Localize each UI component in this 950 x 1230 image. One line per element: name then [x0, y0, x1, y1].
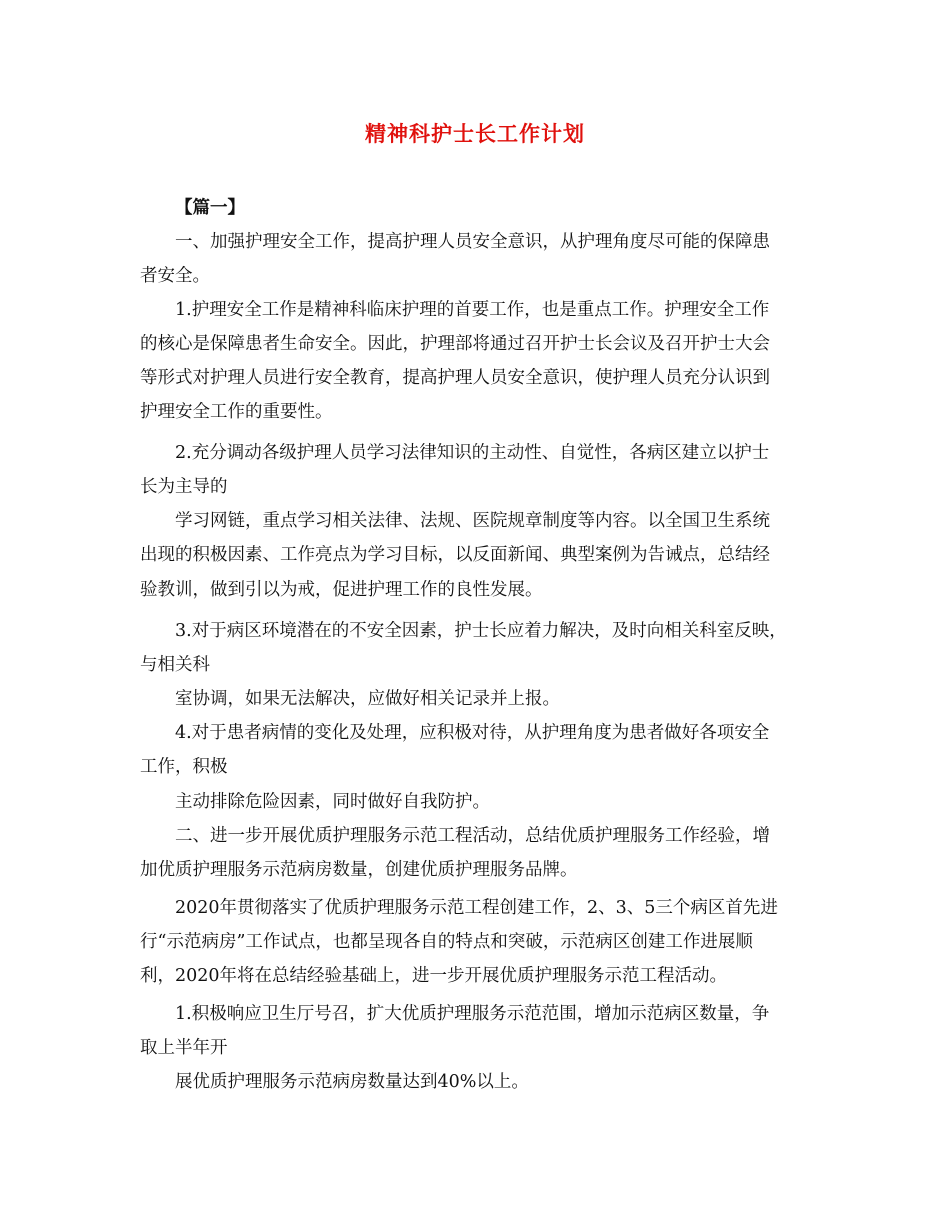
- paragraph-line: 验教训，做到引以为戒，促进护理工作的良性发展。: [140, 580, 543, 600]
- paragraph-line: 工作，积极: [140, 757, 228, 777]
- document-title: 精神科护士长工作计划: [365, 122, 585, 146]
- paragraph-line: 学习网链，重点学习相关法律、法规、医院规章制度等内容。以全国卫生系统: [175, 511, 770, 531]
- paragraph-line: 室协调，如果无法解决，应做好相关记录并上报。: [175, 689, 560, 709]
- paragraph-line: 3.对于病区环境潜在的不安全因素，护士长应着力解决，及时向相关科室反映，: [175, 621, 787, 641]
- paragraph-line: 2.充分调动各级护理人员学习法律知识的主动性、自觉性，各病区建立以护士: [175, 443, 770, 463]
- paragraph-line: 4.对于患者病情的变化及处理，应积极对待，从护理角度为患者做好各项安全: [175, 723, 770, 743]
- paragraph-line: 展优质护理服务示范病房数量达到40%以上。: [175, 1072, 529, 1092]
- paragraph-line: 1.积极响应卫生厅号召，扩大优质护理服务示范范围，增加示范病区数量，争: [175, 1004, 770, 1024]
- paragraph-line: 长为主导的: [140, 477, 228, 497]
- paragraph-line: 行“示范病房”工作试点，也都呈现各自的特点和突破，示范病区创建工作进展顺: [140, 932, 753, 952]
- paragraph-line: 加优质护理服务示范病房数量，创建优质护理服务品牌。: [140, 860, 578, 880]
- paragraph-line: 者安全。: [140, 266, 210, 286]
- paragraph-line: 出现的积极因素、工作亮点为学习目标，以反面新闻、典型案例为告诫点，总结经: [140, 545, 770, 565]
- paragraph-line: 一、加强护理安全工作，提高护理人员安全意识，从护理角度尽可能的保障患: [175, 232, 770, 252]
- paragraph-line: 与相关科: [140, 655, 210, 675]
- paragraph-line: 取上半年开: [140, 1038, 228, 1058]
- paragraph-line: 等形式对护理人员进行安全教育，提高护理人员安全意识，使护理人员充分认识到: [140, 368, 770, 388]
- paragraph-line: 二、进一步开展优质护理服务示范工程活动，总结优质护理服务工作经验，增: [175, 826, 770, 846]
- paragraph-line: 主动排除危险因素，同时做好自我防护。: [175, 792, 490, 812]
- paragraph-line: 利，2020年将在总结经验基础上，进一步开展优质护理服务示范工程活动。: [140, 966, 728, 986]
- paragraph-line: 1.护理安全工作是精神科临床护理的首要工作，也是重点工作。护理安全工作: [175, 300, 770, 320]
- paragraph-line: 的核心是保障患者生命安全。因此，护理部将通过召开护士长会议及召开护士大会: [140, 334, 770, 354]
- paragraph-line: 2020年贯彻落实了优质护理服务示范工程创建工作，2、3、5三个病区首先进: [175, 898, 778, 918]
- paragraph-line: 护理安全工作的重要性。: [140, 402, 333, 422]
- section-heading: 【篇一】: [175, 198, 245, 218]
